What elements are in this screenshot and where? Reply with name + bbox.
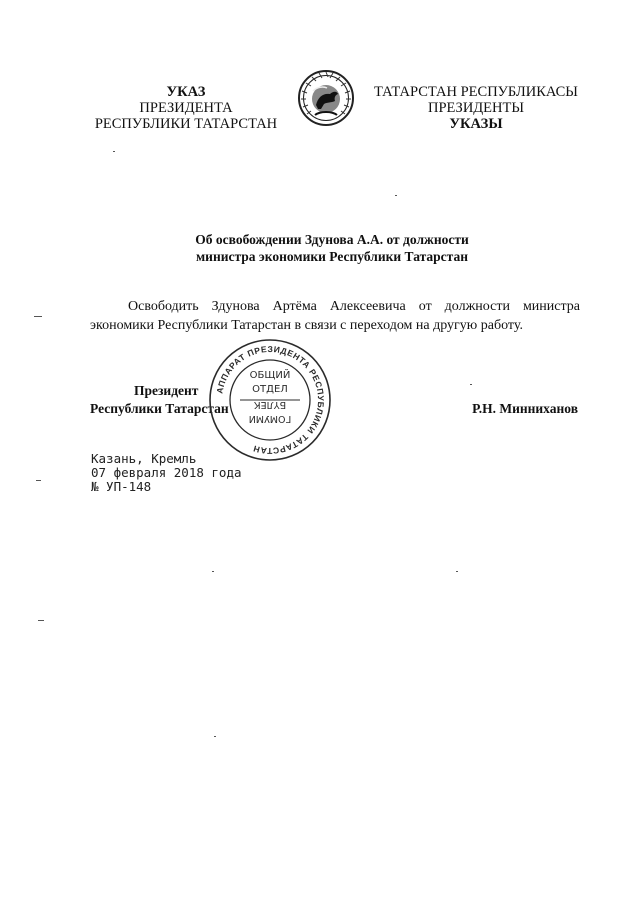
body-line1: Освободить Здунова Артёма Алексеевича от должности министра [128,299,580,314]
stamp-ring-text: АППАРАТ ПРЕЗИДЕНТА РЕСПУБЛИКИ ТАТАРСТАН [214,343,327,457]
decree-body [90,297,580,335]
scan-speck [470,384,472,385]
document-title [100,231,564,265]
header-left-line3: РЕСПУБЛИКИ ТАТАРСТАН [94,116,278,132]
scan-speck [34,316,42,317]
document-footer [91,452,311,494]
body-line2: экономики Республики Татарстан в связи с переходом на другую работу. [90,318,523,333]
header-left-line1: УКАЗ [166,84,206,100]
header-right-line3: УКАЗЫ [449,116,503,132]
signatory-title-line1: Президент [134,383,199,398]
signatory-title-line2: Республики Татарстан [90,401,229,416]
footer-place: Казань, Кремль [91,451,197,466]
scan-speck [456,571,458,572]
scan-speck [395,195,397,196]
official-stamp [206,336,334,464]
header-left-block [88,84,284,132]
header-left-line2: ПРЕЗИДЕНТА [139,100,233,116]
header-right-line1: ТАТАРСТАН РЕСПУБЛИКАСЫ [374,84,578,100]
title-line1: Об освобождении Здунова А.А. от должности [195,232,469,247]
scan-speck [113,151,115,152]
scan-speck [38,620,44,621]
stamp-line1: ОБЩИЙ [249,370,291,381]
signatory-name: Р.Н. Минниханов [472,401,578,416]
scan-speck [212,571,214,572]
scan-speck [36,480,41,481]
header-right-block [370,84,582,132]
header-right-line2: ПРЕЗИДЕНТЫ [427,100,525,116]
title-line2: министра экономики Республики Татарстан [195,249,469,264]
stamp-line3: БҮЛЕК [253,399,287,410]
footer-number: № УП-148 [91,479,152,494]
emblem-icon [297,69,355,127]
stamp-line2: ОТДЕЛ [252,384,288,395]
scan-speck [214,736,216,737]
footer-date: 07 февраля 2018 года [91,465,242,480]
stamp-line4: ГОМУМИ [248,413,292,424]
